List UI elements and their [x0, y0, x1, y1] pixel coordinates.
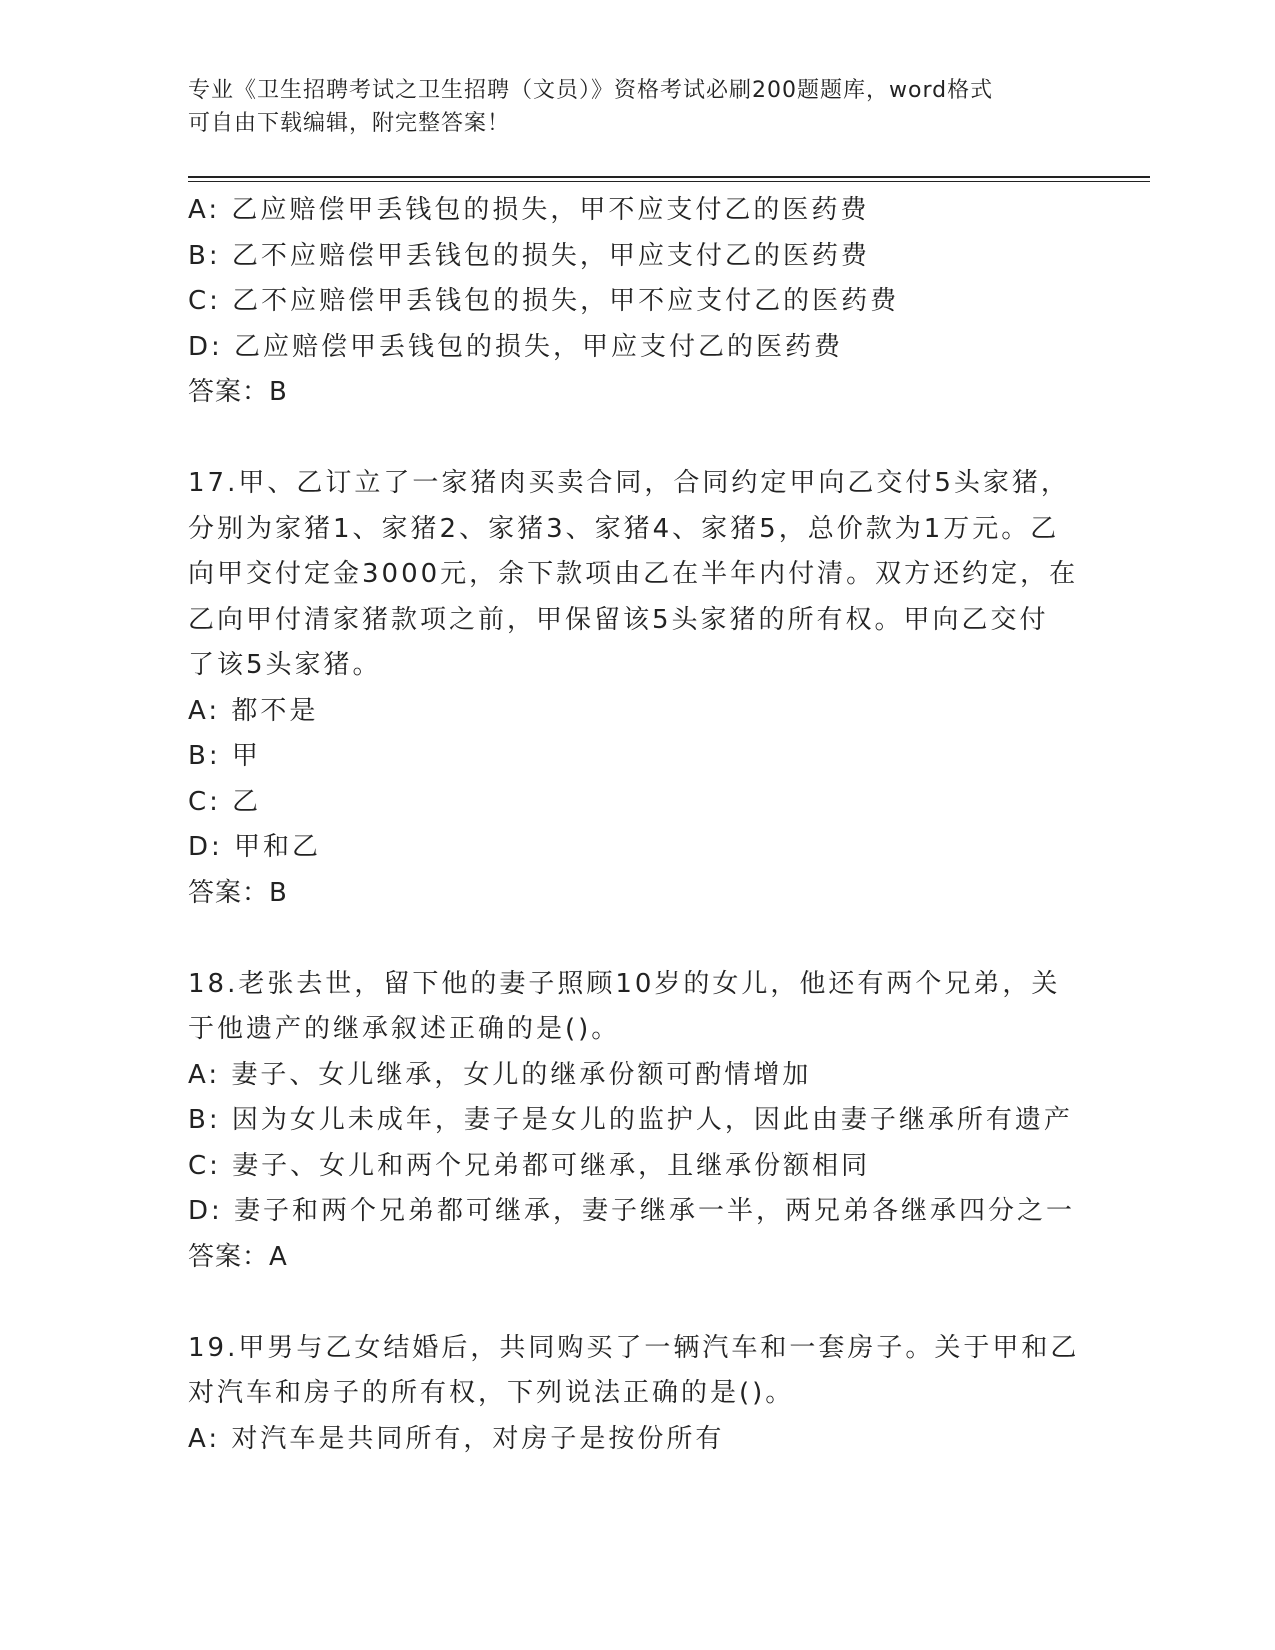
question-stem-line: 了该5头家猪。 [188, 650, 382, 680]
option-b: B: 因为女儿未成年，妻子是女儿的监护人，因此由妻子继承所有遗产 [188, 1105, 1073, 1135]
spacer [188, 916, 1088, 962]
question-stem-line: 乙向甲付清家猪款项之前，甲保留该5头家猪的所有权。甲向乙交付 [188, 604, 1049, 635]
option-a: A: 乙应赔偿甲丢钱包的损失，甲不应支付乙的医药费 [188, 195, 870, 225]
option-b: B: 甲 [188, 741, 261, 771]
option-b: B: 乙不应赔偿甲丢钱包的损失，甲应支付乙的医药费 [188, 240, 870, 271]
header-line-2: 可自由下载编辑，附完整答案！ [188, 111, 511, 136]
option-a: A: 都不是 [188, 695, 319, 726]
answer: 答案：A [188, 1241, 288, 1272]
question-stem-line: 于他遗产的继承叙述正确的是()。 [188, 1014, 621, 1044]
option-a: A: 对汽车是共同所有，对房子是按份所有 [188, 1423, 725, 1454]
page-header [188, 74, 1078, 140]
spacer [188, 1280, 1088, 1326]
option-d: D: 甲和乙 [188, 832, 322, 862]
question-18 [188, 962, 1088, 1281]
question-stem-line: 向甲交付定金3000元，余下款项由乙在半年内付清。双方还约定，在 [188, 559, 1079, 589]
question-stem-line: 17.甲、乙订立了一家猪肉买卖合同，合同约定甲向乙交付5头家猪， [188, 468, 1070, 498]
question-content [188, 188, 1088, 1462]
question-stem-line: 19.甲男与乙女结婚后，共同购买了一辆汽车和一套房子。关于甲和乙 [188, 1332, 1080, 1363]
option-c: C: 乙不应赔偿甲丢钱包的损失，甲不应支付乙的医药费 [188, 286, 900, 316]
header-line-1: 专业《卫生招聘考试之卫生招聘（文员）》资格考试必刷200题题库，word格式 [188, 78, 994, 103]
option-c: C: 乙 [188, 786, 262, 817]
question-stem-line: 18.老张去世，留下他的妻子照顾10岁的女儿，他还有两个兄弟，关 [188, 968, 1061, 999]
question-stem-line: 对汽车和房子的所有权，下列说法正确的是()。 [188, 1378, 795, 1408]
question-19 [188, 1326, 1088, 1463]
option-a: A: 妻子、女儿继承，女儿的继承份额可酌情增加 [188, 1059, 812, 1090]
question-stem-line: 分别为家猪1、家猪2、家猪3、家猪4、家猪5，总价款为1万元。乙 [188, 513, 1060, 544]
question-16 [188, 188, 1088, 416]
answer: 答案：B [188, 877, 288, 908]
spacer [188, 416, 1088, 462]
header-divider-thin [188, 181, 1150, 182]
header-divider-thick [188, 176, 1150, 178]
question-17 [188, 461, 1088, 916]
option-c: C: 妻子、女儿和两个兄弟都可继承，且继承份额相同 [188, 1150, 871, 1181]
answer: 答案：B [188, 377, 288, 407]
option-d: D: 乙应赔偿甲丢钱包的损失，甲应支付乙的医药费 [188, 331, 844, 362]
option-d: D: 妻子和两个兄弟都可继承，妻子继承一半，两兄弟各继承四分之一 [188, 1196, 1076, 1226]
